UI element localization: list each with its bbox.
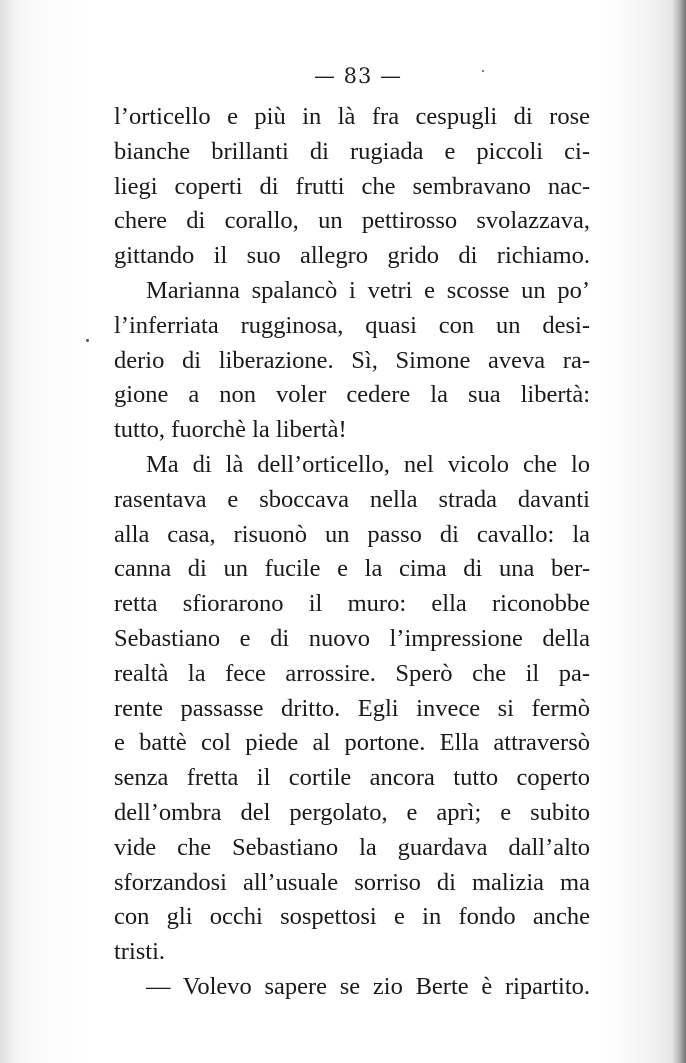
text-line: — Volevo sapere se zio Berte è ripartito. [146,972,590,1000]
text-line: liegi coperti di frutti che sembravano nac- [114,172,590,200]
text-line: gione a non voler cedere la sua libertà: [114,381,590,409]
ink-speck [482,70,484,72]
text-line: e battè col piede al portone. Ella attraversò [114,729,590,757]
text-line: l’inferriata rugginosa, quasi con un desi- [114,311,590,339]
text-line: tutto, fuorchè la libertà! [114,416,347,444]
text-line: alla casa, risuonò un passo di cavallo: la [114,520,590,548]
page-edge-shadow [672,0,686,1063]
text-line: Marianna spalancò i vetri e scosse un po’ [146,276,590,304]
gutter-shadow [0,0,18,1063]
text-line: dell’ombra del pergolato, e aprì; e subito [114,798,590,826]
text-line: con gli occhi sospettosi e in fondo anche [114,903,590,931]
text-line: tristi. [114,938,166,966]
text-line: senza fretta il cortile ancora tutto coperto [114,764,590,792]
ink-speck [86,339,89,342]
text-line: vide che Sebastiano la guardava dall’alto [114,833,590,861]
page-text [114,100,590,1005]
text-line: canna di un fucile e la cima di una ber- [114,555,590,583]
text-line: chere di corallo, un pettirosso svolazzava, [114,207,590,235]
text-line: Ma di là dell’orticello, nel vicolo che lo [146,450,590,478]
text-line: realtà la fece arrossire. Sperò che il pa- [114,659,590,687]
text-line: Sebastiano e di nuovo l’impressione della [114,624,590,652]
page-number: — 83 — [313,64,403,88]
text-line: retta sfiorarono il muro: ella riconobbe [114,590,590,618]
text-line: l’orticello e più in là fra cespugli di rose [114,103,590,130]
text-line: sforzandosi all’usuale sorriso di malizia ma [114,868,590,896]
text-line: bianche brillanti di rugiada e piccoli ci- [114,137,590,165]
text-line: gittando il suo allegro grido di richiamo. [114,242,590,270]
text-line: derio di liberazione. Sì, Simone aveva ra- [114,346,590,374]
text-line: rente passasse dritto. Egli invece si fermò [114,694,590,722]
text-line: rasentava e sboccava nella strada davanti [114,485,590,513]
